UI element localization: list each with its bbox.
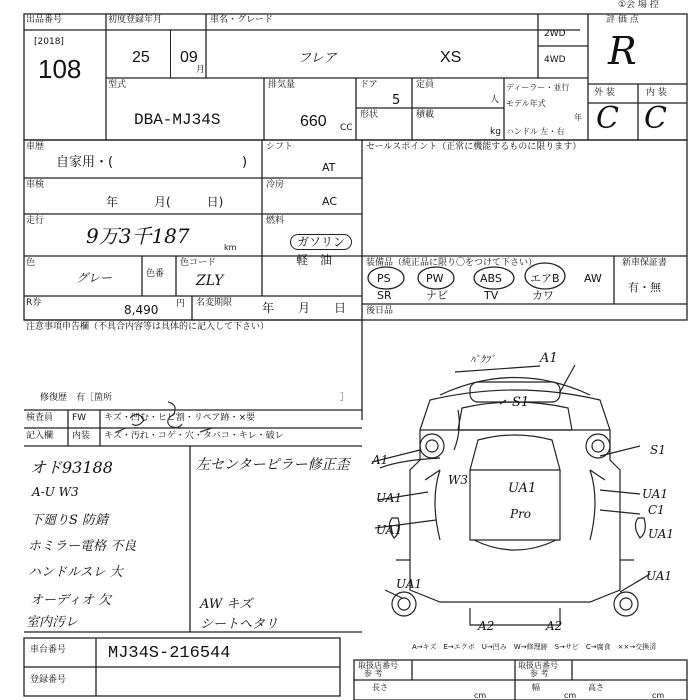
diagram-mark: UA1 — [396, 577, 423, 591]
remark-line: 下廻りS 防錆 — [30, 513, 109, 528]
inspection-label: 車検 — [26, 180, 45, 190]
repair-label: 修復歴 有［箇所 — [40, 393, 113, 403]
diagram-mark: Pro — [510, 507, 532, 521]
equip-aw: AW — [584, 272, 602, 285]
reg-label: 登録番号 — [30, 675, 67, 685]
new-warranty-value: 有・無 — [628, 281, 661, 294]
displacement-value: 660 — [300, 113, 327, 130]
name-change-value: 年 月 日 — [262, 301, 347, 315]
interior-grade: C — [644, 101, 667, 136]
agency-label-2: 取扱店番号 — [518, 661, 558, 670]
inspection-date: 年 月( 日) — [106, 195, 224, 209]
remark-line: ハンドルスレ 大 — [28, 565, 123, 580]
month-unit: 月 — [196, 65, 206, 75]
km-unit: km — [224, 243, 237, 252]
diagram-mark: C1 — [648, 503, 665, 517]
score: R — [608, 29, 637, 73]
doors-value: 5 — [392, 93, 401, 108]
recycle-amount: 8,490 — [124, 303, 159, 317]
fw-box: FW — [72, 413, 87, 423]
remark-line: ホミラー電格 不良 — [28, 539, 137, 554]
fuel-value: ガソリン — [290, 234, 352, 250]
handle-label: ハンドル 左・右 — [506, 127, 565, 136]
lot-number: 108 — [38, 54, 82, 84]
equip-tv: TV — [484, 289, 499, 302]
usage-value: 自家用・( — [56, 155, 114, 170]
grade: XS — [440, 49, 462, 66]
fw-items: キズ・凹む・ヒビ割・リペア跡・×要 — [104, 413, 256, 423]
equip-abs: ABS — [480, 272, 502, 285]
name-grade-label: 車名・グレード — [210, 15, 274, 25]
shift-label: シフト — [266, 142, 294, 152]
color-code-value: ZLY — [196, 273, 224, 289]
chassis-number: MJ34S-216544 — [108, 644, 231, 663]
cm-unit: cm — [474, 691, 487, 700]
name-change-label: 名変期限 — [196, 298, 233, 308]
cm-unit-2: cm — [564, 691, 577, 700]
equipment-label: 装備品（純正品に限り〇をつけて下さい） — [366, 258, 538, 268]
remark-line: オーディオ 欠 — [30, 593, 112, 608]
capacity-label: 定員 — [416, 80, 435, 90]
equip-pw: PW — [426, 272, 444, 285]
doors-label: ドア — [360, 80, 378, 90]
cm-unit-3: cm — [652, 691, 665, 700]
first-reg-label: 初度登録年月 — [108, 15, 163, 25]
lot-label: 出品番号 — [26, 15, 63, 25]
usage-label: 車歴 — [26, 142, 45, 152]
inspector-label: 検査員 — [26, 413, 54, 423]
drive-4wd: 4WD — [544, 55, 566, 65]
diagram-mark: A1 — [540, 351, 558, 366]
ac-label: 冷房 — [266, 180, 285, 190]
rear-label: 後日品 — [366, 306, 394, 316]
yen-unit: 円 — [176, 299, 186, 309]
chassis-label: 車台番号 — [30, 645, 67, 655]
equip-navi: ナビ — [426, 289, 448, 302]
cc-unit: CC — [340, 123, 353, 133]
mileage-label: 走行 — [26, 216, 45, 226]
diagram-mark: UA1 — [376, 523, 403, 537]
ac-value: AC — [322, 195, 338, 208]
new-warranty-label: 新車保証書 — [622, 258, 668, 268]
notes-label: 注意事項申告欄（不具合内容等は具体的に記入して下さい） — [26, 322, 270, 332]
diagram-legend: A→キズ E→エクボ U→凹み W→修理跡 S→サビ C→腐食 ××→交換済 — [412, 643, 657, 651]
shift-value: AT — [322, 161, 336, 174]
diagram-mark: UA1 — [642, 487, 669, 501]
top-right-text: ①会 場 控 — [618, 0, 659, 10]
year-unit: 年 — [574, 113, 582, 122]
equip-sr: SR — [377, 289, 392, 302]
diagram-mark: UA1 — [646, 569, 673, 583]
diagram-top-label: ﾊﾞｸﾌﾞ — [470, 355, 495, 366]
sales-point-label: セールスポイント（正常に機能するものに限ります） — [366, 142, 582, 152]
remark-line: 室内汚レ — [26, 615, 79, 630]
diagram-mark: S1 — [650, 443, 666, 457]
score-label: 評 価 点 — [606, 15, 639, 25]
length-label: 長さ — [372, 683, 388, 692]
diagram-mark: W3 — [448, 473, 468, 487]
remark-line: A-U W3 — [32, 485, 79, 499]
remark-line: オド93188 — [30, 458, 113, 477]
diagram-mark: S1 — [512, 395, 530, 410]
mileage-value: 9万3千187 — [86, 224, 190, 248]
displacement-label: 排気量 — [268, 80, 296, 90]
agency-label: 取扱店番号 — [358, 661, 398, 670]
remark-line: 左センターピラー修正歪 — [196, 457, 350, 473]
interior-items: キズ・汚れ・コゲ・穴・タバコ・キレ・破レ — [104, 431, 284, 441]
color-no-label: 色番 — [146, 269, 165, 279]
diagram-mark: A2 — [546, 619, 563, 633]
interior-label: 内 装 — [646, 88, 667, 98]
equip-airbag: エアB — [530, 272, 560, 285]
car-name: フレア — [298, 51, 337, 66]
first-reg-month: 09 — [180, 49, 198, 66]
kg-unit: kg — [490, 127, 501, 137]
diagram-mark: UA1 — [376, 491, 403, 505]
repair-close: ］ — [340, 393, 350, 403]
diagram-mark: UA1 — [648, 527, 675, 541]
width-label: 幅 — [532, 683, 540, 692]
diagram-mark: A1 — [372, 453, 389, 467]
interior-box: 内装 — [72, 431, 91, 441]
year-tag: [2018] — [34, 37, 64, 47]
color-value: グレー — [76, 271, 113, 285]
model-label: 型式 — [108, 80, 127, 90]
color-code-label: 色コード — [180, 258, 217, 268]
recycle-label: R券 — [26, 298, 42, 308]
exterior-grade: C — [596, 101, 619, 136]
diagram-mark: A2 — [478, 619, 495, 633]
first-reg-year: 25 — [132, 49, 150, 66]
dealer-label: ディーラー・並行 — [506, 83, 570, 92]
equip-leather: カワ — [532, 289, 554, 302]
model-value: DBA-MJ34S — [134, 111, 221, 129]
fuel-alt: 軽 油 — [296, 253, 333, 267]
usage-close: ) — [242, 155, 248, 170]
entry-label: 記入欄 — [26, 431, 54, 441]
equip-ps: PS — [377, 272, 391, 285]
fuel-label: 燃料 — [266, 216, 285, 226]
agency-ref-2: 参 考 — [530, 669, 549, 678]
agency-ref: 参 考 — [364, 669, 383, 678]
height-label: 高さ — [588, 683, 604, 692]
remark-line: AW キズ — [200, 597, 253, 612]
shape-label: 形状 — [360, 110, 379, 120]
exterior-label: 外 装 — [594, 88, 615, 98]
load-label: 積載 — [416, 110, 435, 120]
drive-2wd: 2WD — [544, 29, 566, 39]
model-year-label: モデル年式 — [506, 99, 546, 108]
diagram-mark: UA1 — [508, 481, 537, 496]
color-label: 色 — [26, 258, 36, 268]
remark-line: シートへタリ — [200, 617, 279, 632]
capacity-unit: 人 — [490, 95, 500, 105]
